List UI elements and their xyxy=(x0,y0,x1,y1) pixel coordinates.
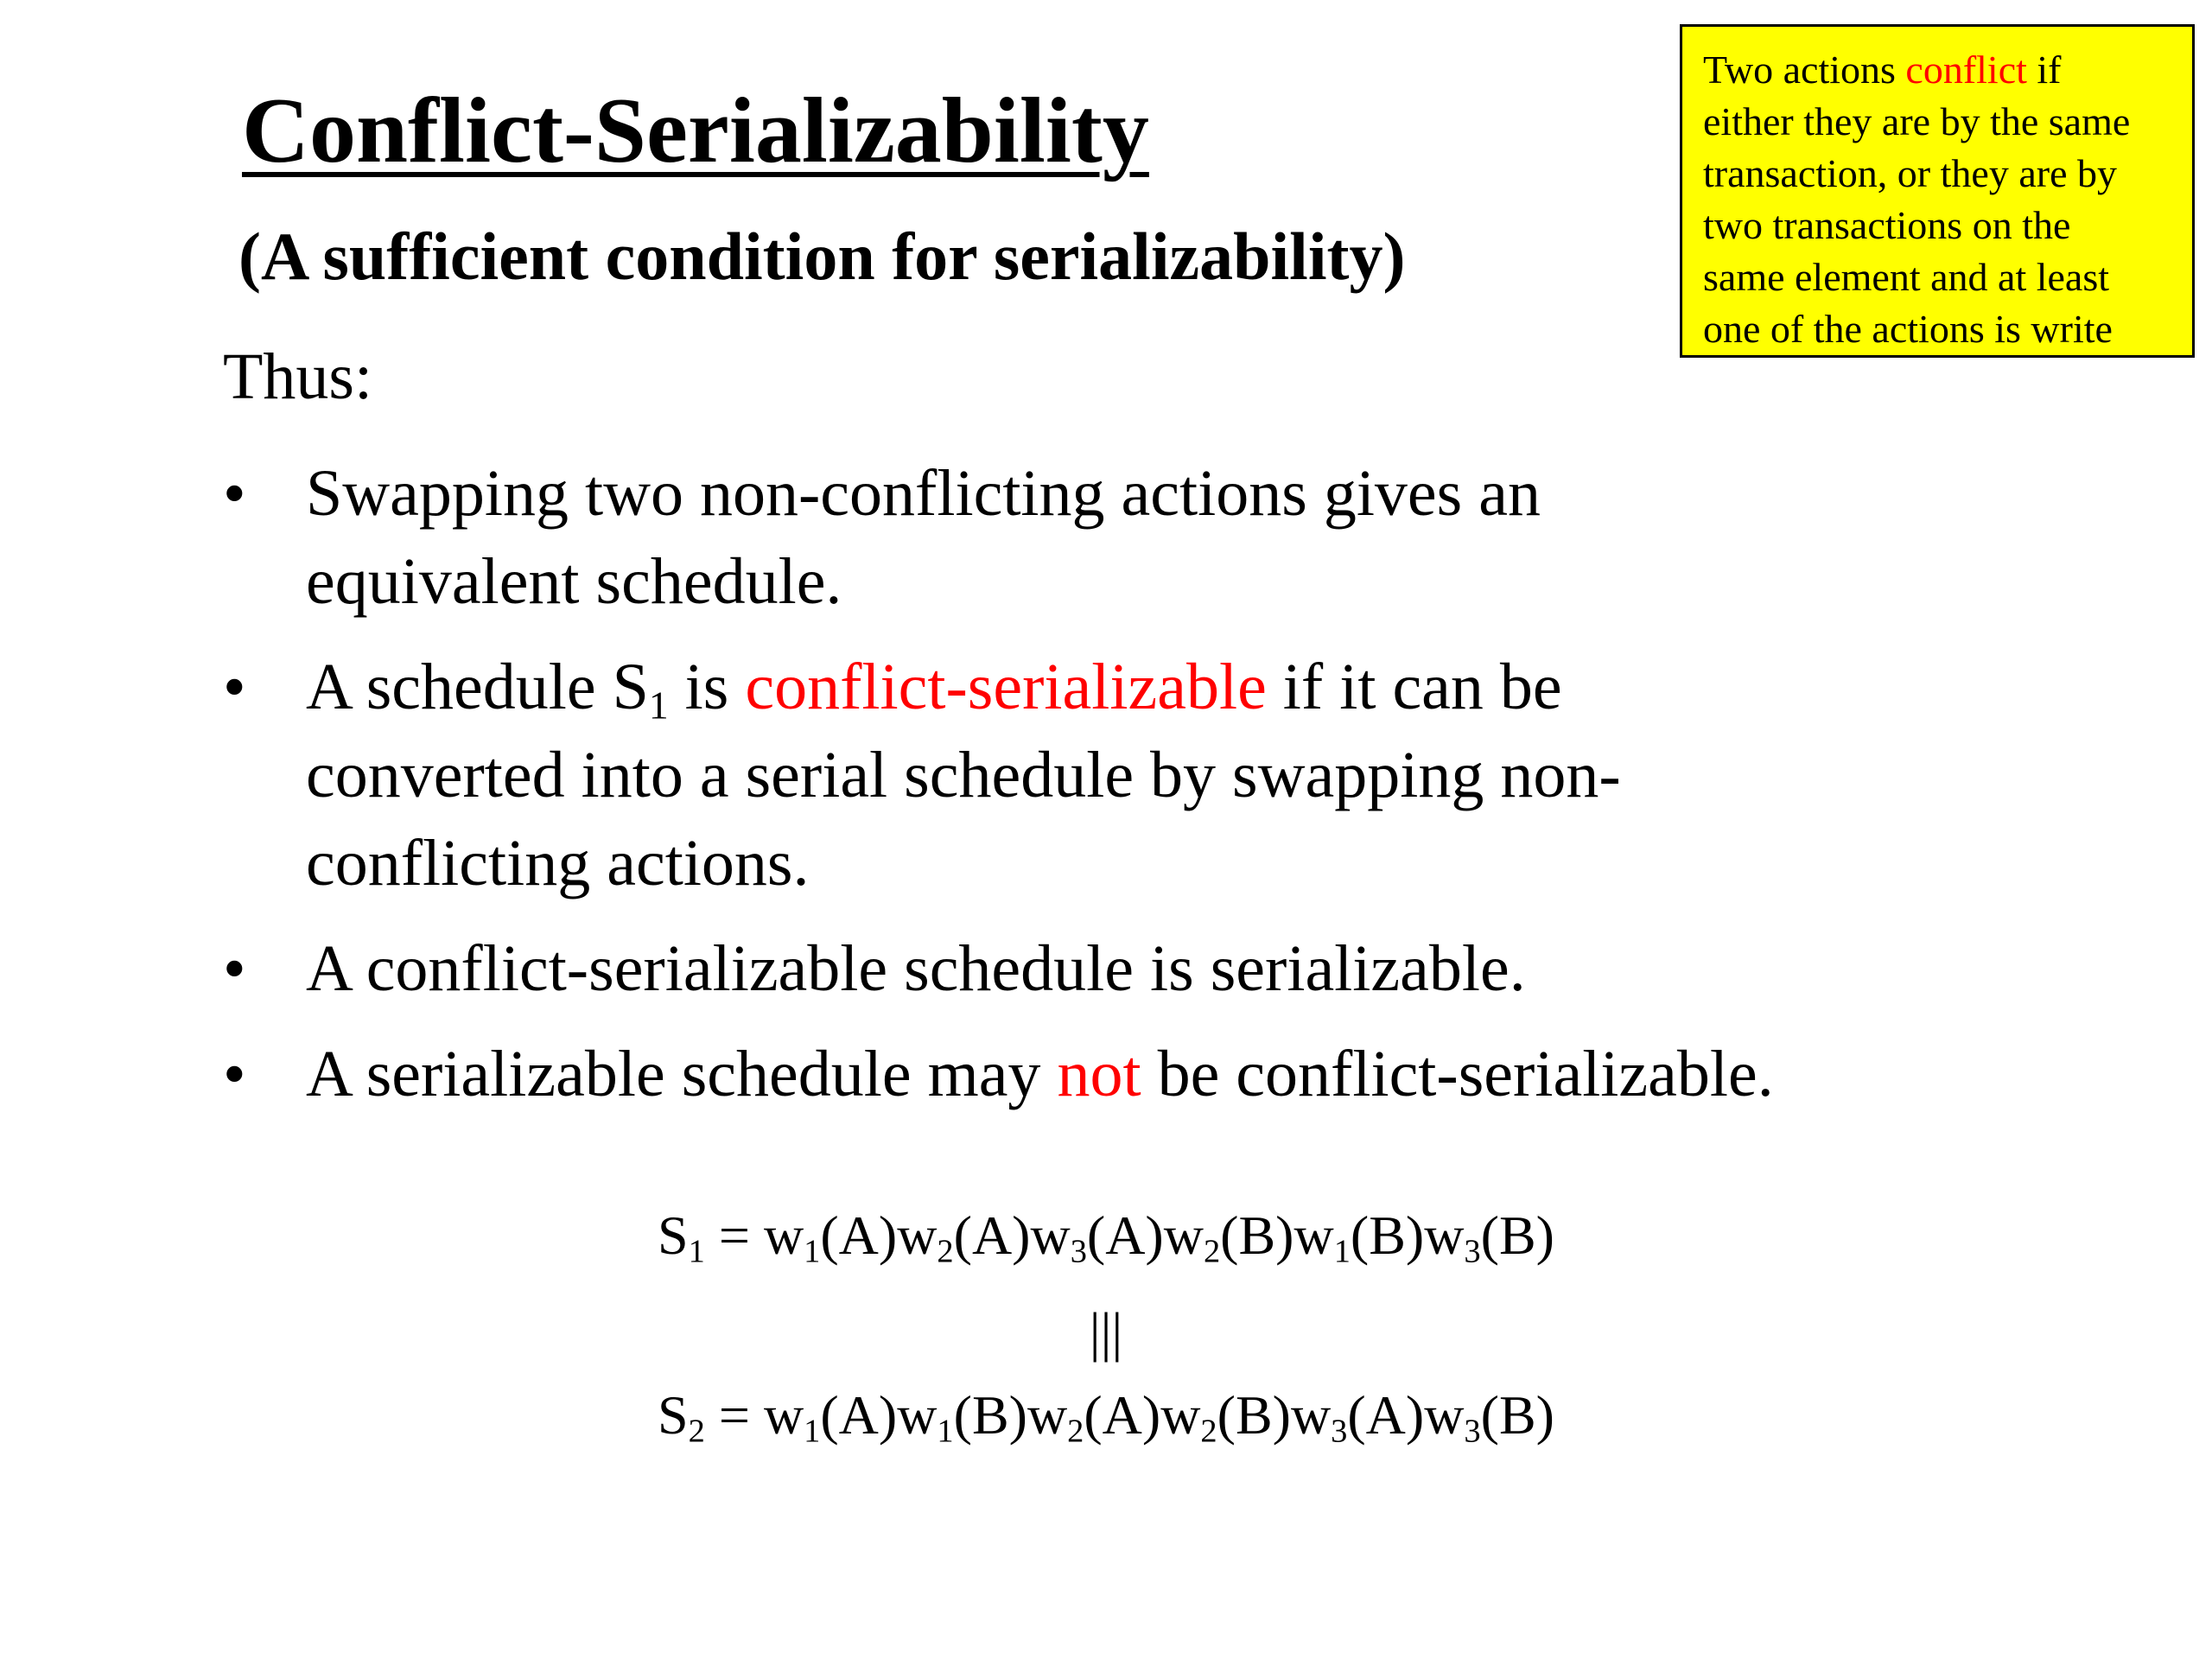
bullet-item xyxy=(223,643,2124,907)
bullet-dot: • xyxy=(223,932,246,1005)
formula-subscript: 3 xyxy=(1331,1413,1348,1450)
bullet-dot: • xyxy=(223,457,246,530)
note-text: Two actions xyxy=(1703,48,1906,92)
bullet-dot: • xyxy=(223,651,246,723)
formula-subscript: 1 xyxy=(688,1233,705,1270)
formula-subscript: 2 xyxy=(1067,1413,1084,1450)
formula-subscript: 2 xyxy=(1200,1413,1217,1450)
formula-subscript: 1 xyxy=(937,1413,954,1450)
formula-subscript: 3 xyxy=(1070,1233,1087,1270)
formula-subscript: 2 xyxy=(937,1233,954,1270)
subscript: 1 xyxy=(648,683,669,728)
formula-text: (B) xyxy=(1480,1205,1554,1266)
formula-text: (A)w xyxy=(1084,1384,1201,1446)
note-line: either they are by the same xyxy=(1703,99,2131,143)
bullet-text-part: A schedule S xyxy=(306,651,649,723)
note-line: same element and at least xyxy=(1703,255,2110,299)
formula-text: (A)w xyxy=(820,1205,938,1266)
highlight-term: conflict-serializable xyxy=(745,651,1267,723)
formula-subscript: 1 xyxy=(804,1233,821,1270)
formula-text: (B)w xyxy=(1220,1205,1334,1266)
formula-text: (A)w xyxy=(1347,1384,1465,1446)
slide-subtitle: (A sufficient condition for serializability) xyxy=(238,219,1406,294)
note-text: if xyxy=(2026,48,2062,92)
bullet-item xyxy=(223,449,2124,626)
schedule-s2-formula xyxy=(0,1384,2212,1450)
highlight-term: not xyxy=(1057,1038,1141,1110)
note-line: two transactions on the xyxy=(1703,203,2071,247)
bullet-text xyxy=(306,1030,2124,1118)
thus-label: Thus: xyxy=(223,340,373,413)
formula-text: (B)w xyxy=(1350,1205,1465,1266)
slide-title: Conflict-Serializability xyxy=(242,79,1149,182)
bullet-text xyxy=(306,643,2124,731)
bullet-text-part: is xyxy=(668,651,746,723)
formula-text: (A)w xyxy=(1086,1205,1204,1266)
formula-text: = w xyxy=(704,1205,804,1266)
formula-subscript: 2 xyxy=(1203,1233,1221,1270)
formula-text: (B) xyxy=(1480,1384,1554,1446)
formula-subscript: 3 xyxy=(1464,1233,1481,1270)
bullet-text-part: be conflict-serializable. xyxy=(1141,1038,1774,1110)
bullet-list xyxy=(223,449,2124,1135)
bullet-text: A conflict-serializable schedule is serializable. xyxy=(306,932,1526,1005)
formula-text: (A)w xyxy=(953,1205,1071,1266)
bullet-text-part: A serializable schedule may xyxy=(306,1038,1058,1110)
bullet-dot: • xyxy=(223,1038,246,1110)
note-line: transaction, or they are by xyxy=(1703,151,2117,195)
note-highlight: conflict xyxy=(1905,48,2027,92)
bullet-text: converted into a serial schedule by swapping non- xyxy=(306,739,1621,811)
formula-text: (B)w xyxy=(1217,1384,1332,1446)
schedule-s1-formula xyxy=(0,1205,2212,1270)
formula-subscript: 2 xyxy=(688,1413,705,1450)
formula-text: (A)w xyxy=(820,1384,938,1446)
conflict-definition-note xyxy=(1680,24,2195,358)
formula-text: = w xyxy=(704,1384,804,1446)
note-line xyxy=(1703,44,2175,96)
formula-text: S xyxy=(658,1384,689,1446)
bullet-text: conflicting actions. xyxy=(306,827,810,899)
equivalence-symbol: ||| xyxy=(1089,1301,1123,1363)
bullet-text: equivalent schedule. xyxy=(306,545,842,618)
formula-text: (B)w xyxy=(953,1384,1068,1446)
bullet-item xyxy=(223,925,2124,1013)
bullet-text-part: if it can be xyxy=(1266,651,1562,723)
bullet-text: Swapping two non-conflicting actions gives an xyxy=(306,457,1541,530)
formula-text: S xyxy=(658,1205,689,1266)
formula-subscript: 1 xyxy=(1333,1233,1351,1270)
note-line: one of the actions is write xyxy=(1703,307,2113,351)
bullet-item xyxy=(223,1030,2124,1118)
formula-subscript: 3 xyxy=(1464,1413,1481,1450)
formula-subscript: 1 xyxy=(804,1413,821,1450)
